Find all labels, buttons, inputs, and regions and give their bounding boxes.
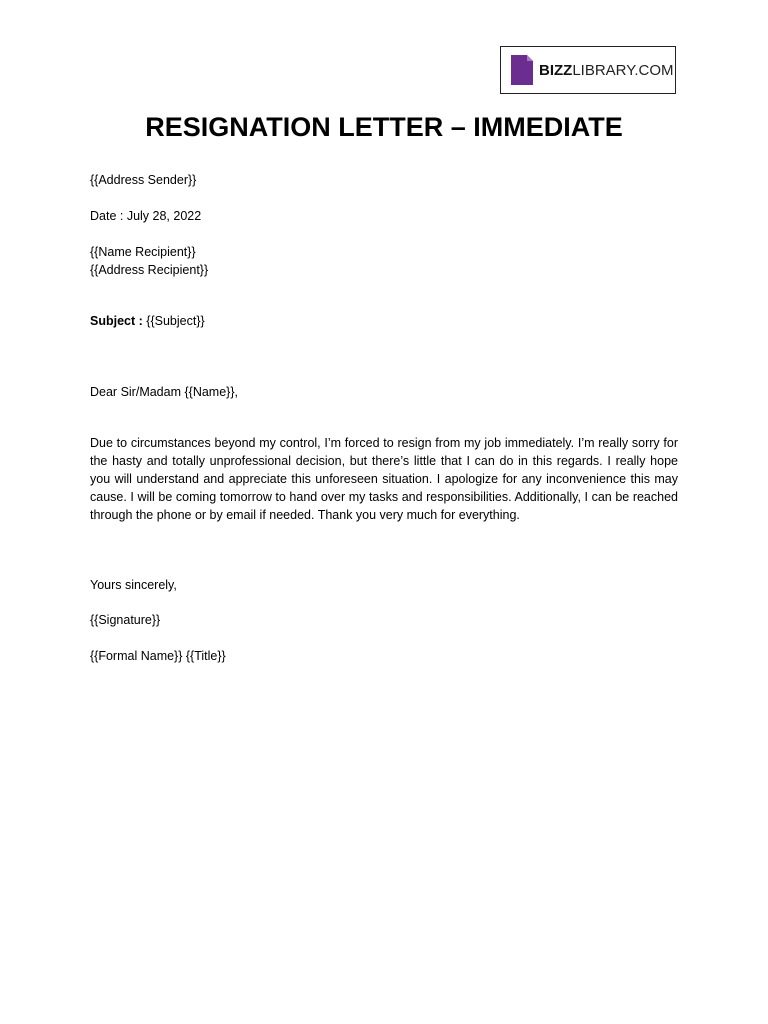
- formal-name-title: {{Formal Name}} {{Title}}: [90, 649, 226, 663]
- name-recipient: {{Name Recipient}}: [90, 245, 196, 259]
- subject-label: Subject :: [90, 314, 143, 328]
- subject-value: {{Subject}}: [146, 314, 205, 328]
- body-paragraph: Due to circumstances beyond my control, I’m forced to resign from my job immediately. I’m really sorry for the hasty and totally unprofessional decision, but there’s little that I can do in this regards. I really hope you will understand and appreciate this unforeseen situation. I apologize for any inconvenience this may cause. I will be coming tomorrow to hand over my tasks and responsibilities. Additionally, I can be reached through the phone or by email if needed. Thank you very much for everything.: [90, 436, 678, 522]
- date-line: Date : July 28, 2022: [90, 209, 202, 223]
- closing: Yours sincerely,: [90, 578, 177, 592]
- logo-text: [539, 62, 673, 79]
- page-title: RESIGNATION LETTER – IMMEDIATE: [145, 112, 623, 142]
- logo-bold-text: BIZZ: [539, 61, 573, 79]
- address-recipient: {{Address Recipient}}: [90, 263, 209, 277]
- brand-logo[interactable]: [500, 46, 676, 94]
- salutation: Dear Sir/Madam {{Name}},: [90, 385, 238, 399]
- signature: {{Signature}}: [90, 613, 161, 627]
- logo-light-text: LIBRARY.COM: [572, 61, 674, 79]
- document-icon: [509, 53, 535, 87]
- address-sender: {{Address Sender}}: [90, 173, 197, 187]
- subject-line: [90, 312, 205, 330]
